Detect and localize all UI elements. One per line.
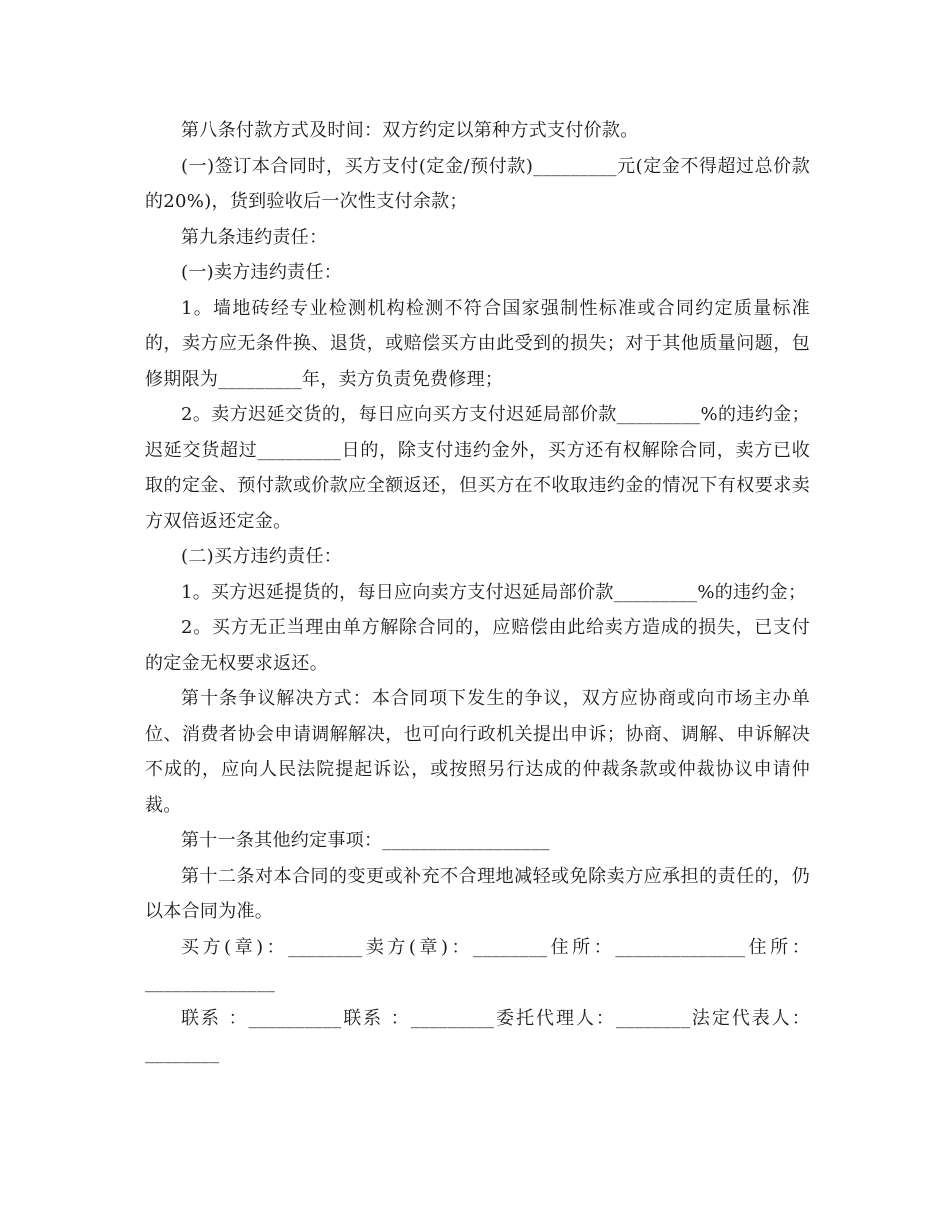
signature-block-2: 联系 ：__________联系 ：_________委托代理人：________法定代表人：________ <box>145 1007 810 1064</box>
clause-9-heading: 第九条违约责任： <box>181 226 328 248</box>
seller-liability-1: 1。墙地砖经专业检测机构检测不符合国家强制性标准或合同约定质量标准的，卖方应无条件换、退货，或赔偿买方由此受到的损失；对于其他质量问题，包修期限为_________年，卖方负责免费修理； <box>145 297 810 390</box>
seller-liability-2: 2。卖方迟延交货的，每日应向买方支付迟延局部价款_________%的违约金；迟延交货超过_________日的，除支付违约金外，买方还有权解除合同，卖方已收取的定金、预付款或价款应全额返还，但买方在不收取违约金的情况下有权要求卖方双倍返还定金。 <box>145 404 810 532</box>
clause-11: 第十一条其他约定事项：__________________ <box>181 830 550 851</box>
buyer-liability-heading: (二)买方违约责任： <box>181 546 343 567</box>
clause-10: 第十条争议解决方式：本合同项下发生的争议，双方应协商或向市场主办单位、消费者协会申请调解解决，也可向行政机关提出申诉；协商、调解、申诉解决不成的，应向人民法院提起诉讼，或按照另行达成的仲裁条款或仲裁协议申请仲裁。 <box>145 688 810 816</box>
buyer-liability-2: 2。买方无正当理由单方解除合同的，应赔偿由此给卖方造成的损失，已支付的定金无权要求返还。 <box>145 617 810 674</box>
signature-block-1: 买方(章)：________卖方(章)：________住所：______________住所：______________ <box>145 936 810 993</box>
clause-12: 第十二条对本合同的变更或补充不合理地减轻或免除卖方应承担的责任的，仍以本合同为准。 <box>145 865 810 922</box>
seller-liability-heading: (一)卖方违约责任： <box>181 262 343 283</box>
buyer-liability-1: 1。买方迟延提货的，每日应向卖方支付迟延局部价款_________%的违约金； <box>181 581 807 603</box>
clause-8-item-1: (一)签订本合同时，买方支付(定金/预付款)_________元(定金不得超过总价款的20%)，货到验收后一次性支付余款； <box>145 155 810 212</box>
clause-8-heading: 第八条付款方式及时间：双方约定以第种方式支付价款。 <box>181 120 639 141</box>
contract-body <box>145 113 810 1072</box>
